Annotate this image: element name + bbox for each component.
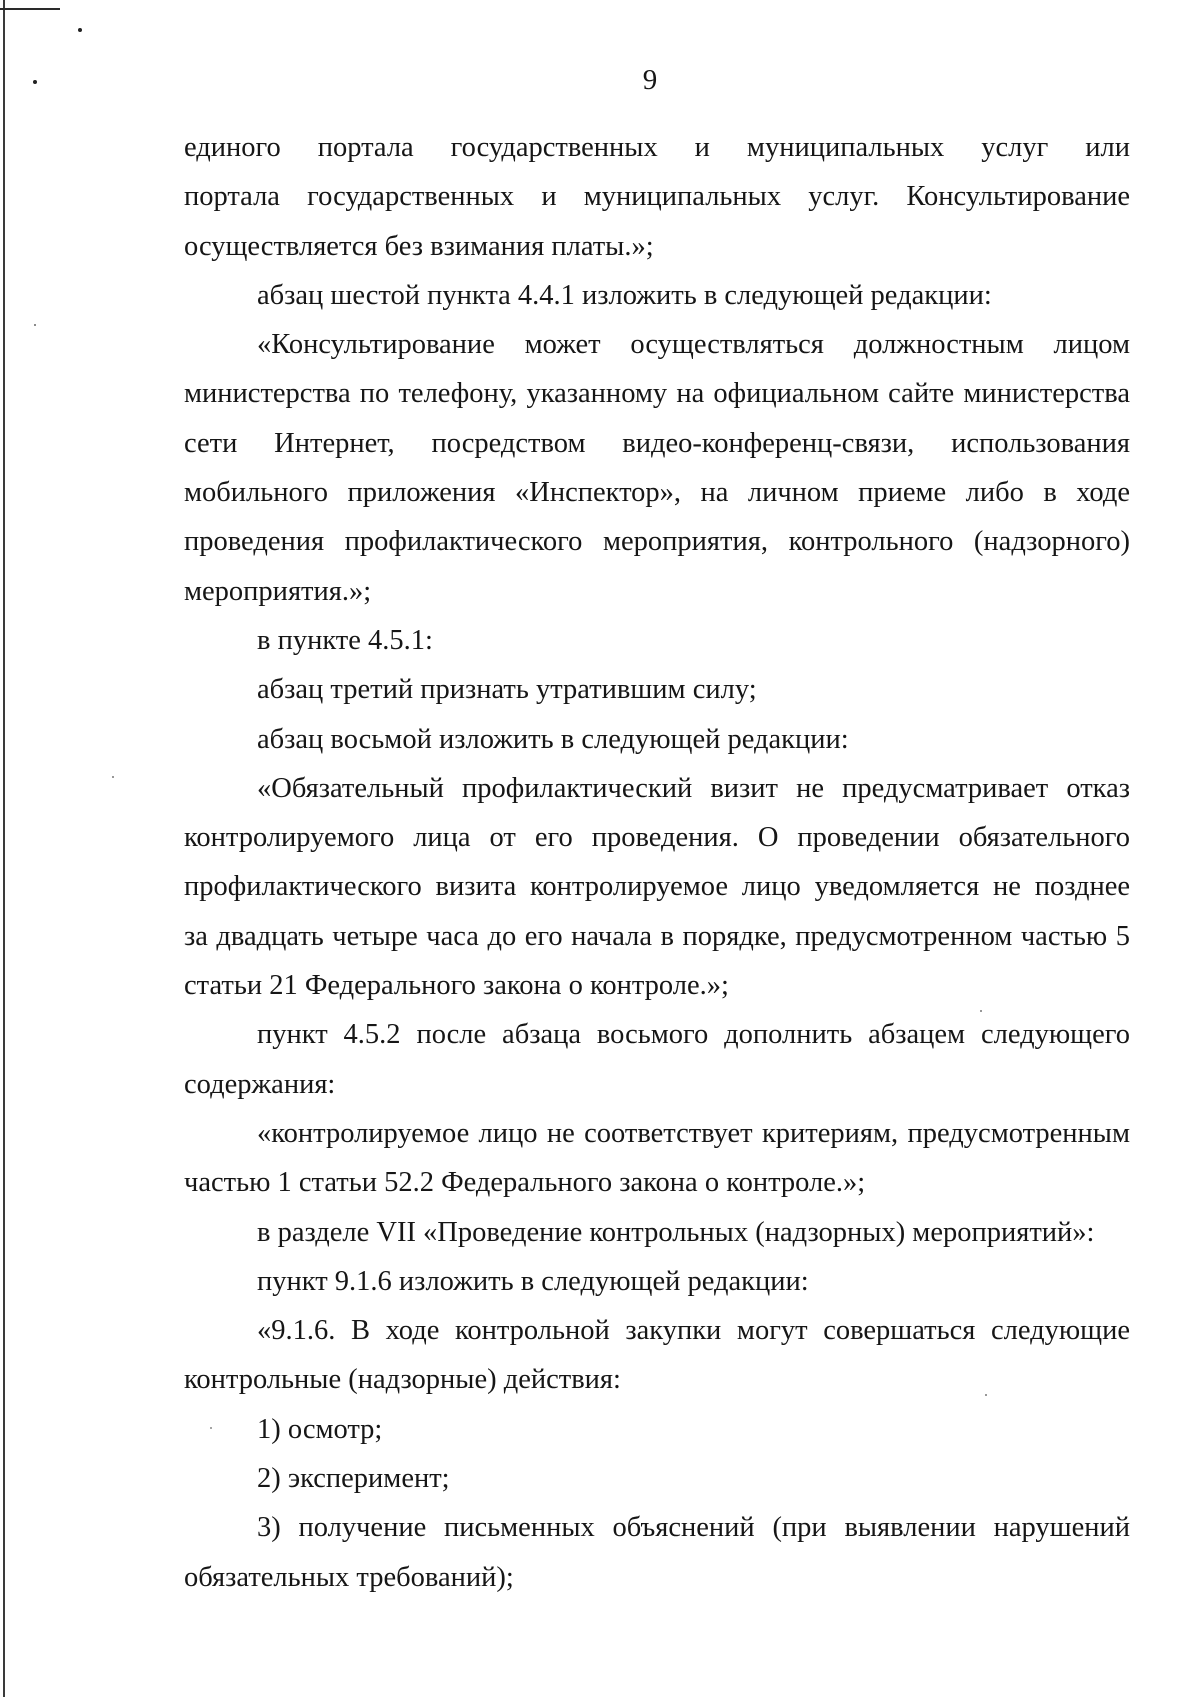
text-line: частью 1 статьи 52.2 Федерального закона о контроле.»; bbox=[184, 1167, 866, 1199]
text-line: абзац третий признать утратившим силу; bbox=[257, 674, 757, 706]
page-number: 9 bbox=[642, 64, 658, 96]
text-line: абзац шестой пункта 4.4.1 изложить в следующей редакции: bbox=[257, 279, 992, 311]
text-line: осуществляется без взимания платы.»; bbox=[184, 230, 654, 262]
text-line: министерства по телефону, указанному на официальном сайте министерства bbox=[184, 378, 1130, 410]
scan-speck bbox=[34, 324, 36, 326]
scan-speck bbox=[78, 28, 82, 32]
text-line: «Консультирование может осуществляться должностным лицом bbox=[257, 329, 1130, 361]
text-line: 2) эксперимент; bbox=[257, 1463, 450, 1495]
text-line: пункт 4.5.2 после абзаца восьмого дополнить абзацем следующего bbox=[257, 1019, 1130, 1051]
text-line: 1) осмотр; bbox=[257, 1413, 383, 1445]
scan-corner-mark bbox=[0, 8, 60, 10]
text-line: сети Интернет, посредством видео-конференц-связи, использования bbox=[184, 427, 1130, 459]
text-line: контрольные (надзорные) действия: bbox=[184, 1364, 621, 1396]
text-line: мобильного приложения «Инспектор», на личном приеме либо в ходе bbox=[184, 477, 1130, 509]
text-line: мероприятия.»; bbox=[184, 575, 372, 607]
text-line: статьи 21 Федерального закона о контроле.»; bbox=[184, 970, 729, 1002]
text-line: за двадцать четыре часа до его начала в порядке, предусмотренном частью 5 bbox=[184, 920, 1130, 952]
document-body bbox=[184, 123, 1130, 1602]
text-line: «контролируемое лицо не соответствует критериям, предусмотренным bbox=[257, 1117, 1130, 1149]
text-line: 3) получение письменных объяснений (при выявлении нарушений bbox=[257, 1512, 1130, 1544]
scan-left-edge bbox=[3, 0, 5, 1697]
text-line: проведения профилактического мероприятия, контрольного (надзорного) bbox=[184, 526, 1130, 558]
text-line: единого портала государственных и муниципальных услуг или bbox=[184, 132, 1130, 163]
text-line: контролируемого лица от его проведения. О проведении обязательного bbox=[184, 822, 1130, 854]
text-line: в разделе VII «Проведение контрольных (надзорных) мероприятий»: bbox=[257, 1216, 1095, 1248]
text-line: абзац восьмой изложить в следующей редакции: bbox=[257, 723, 849, 755]
scan-speck bbox=[112, 776, 114, 778]
text-line: «9.1.6. В ходе контрольной закупки могут совершаться следующие bbox=[257, 1315, 1130, 1347]
text-line: портала государственных и муниципальных услуг. Консультирование bbox=[184, 181, 1130, 213]
text-line: обязательных требований); bbox=[184, 1561, 514, 1593]
text-line: содержания: bbox=[184, 1068, 336, 1100]
text-line: профилактического визита контролируемое лицо уведомляется не позднее bbox=[184, 871, 1130, 903]
text-line: пункт 9.1.6 изложить в следующей редакции: bbox=[257, 1265, 809, 1297]
text-line: «Обязательный профилактический визит не предусматривает отказ bbox=[257, 772, 1130, 804]
text-line: в пункте 4.5.1: bbox=[257, 624, 433, 656]
